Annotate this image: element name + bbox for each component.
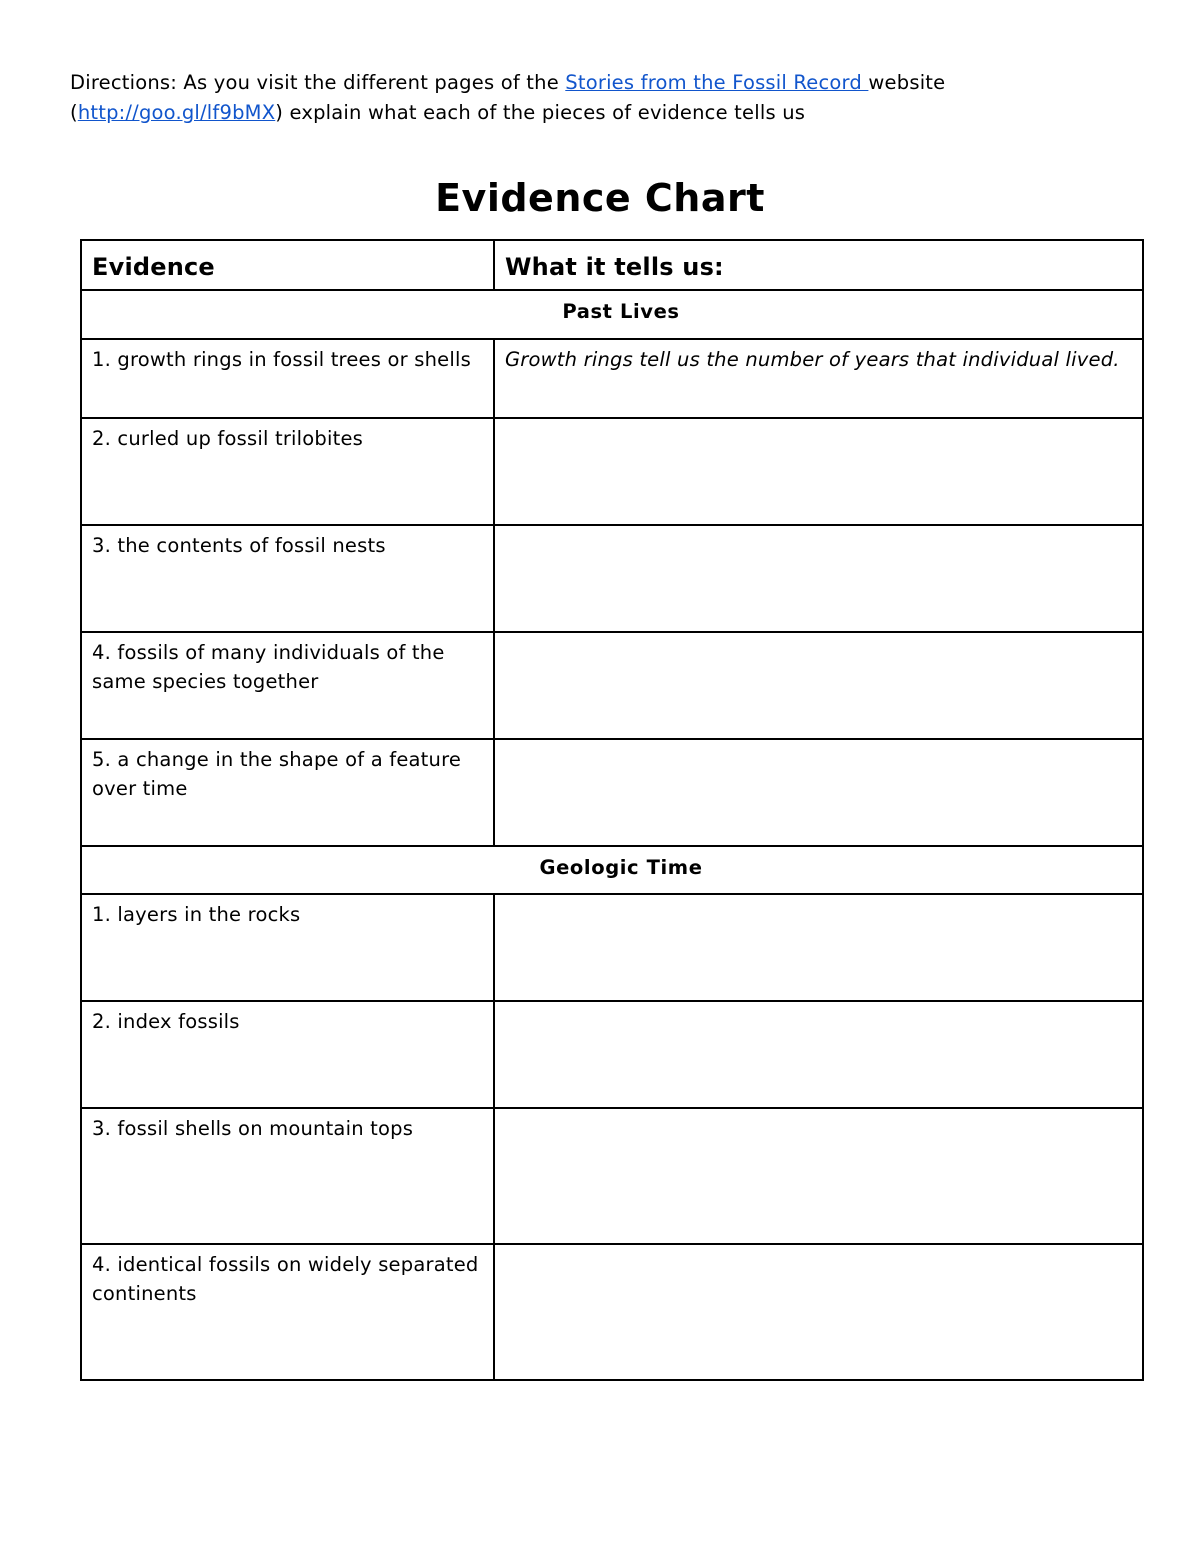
evidence-cell: 2. curled up fossil trilobites: [81, 418, 494, 525]
table-row: [81, 632, 1143, 739]
table-row: [81, 339, 1143, 418]
directions-middle: website (: [70, 71, 946, 124]
answer-cell[interactable]: [494, 1001, 1143, 1108]
fossil-record-link[interactable]: Stories from the Fossil Record: [565, 71, 869, 94]
table-row: [81, 1001, 1143, 1108]
evidence-cell: 4. fossils of many individuals of the same species together: [81, 632, 494, 739]
answer-cell[interactable]: [494, 1244, 1143, 1380]
table-row: [81, 1244, 1143, 1380]
evidence-cell: 5. a change in the shape of a feature over time: [81, 739, 494, 846]
answer-cell[interactable]: [494, 739, 1143, 846]
table-row: [81, 418, 1143, 525]
answer-cell[interactable]: [494, 894, 1143, 1001]
table-row: [81, 739, 1143, 846]
table-row: [81, 1108, 1143, 1244]
fossil-record-url-link[interactable]: http://goo.gl/lf9bMX: [77, 101, 276, 124]
evidence-cell: 3. fossil shells on mountain tops: [81, 1108, 494, 1244]
directions-suffix: ) explain what each of the pieces of evidence tells us: [275, 101, 806, 124]
section-row-geologic-time: [81, 846, 1143, 894]
answer-cell[interactable]: [494, 418, 1143, 525]
answer-cell[interactable]: [494, 525, 1143, 632]
evidence-cell: 2. index fossils: [81, 1001, 494, 1108]
directions-prefix: Directions: As you visit the different pages of the: [70, 71, 566, 94]
table-header-row: [81, 240, 1143, 290]
evidence-cell: 1. layers in the rocks: [81, 894, 494, 1001]
answer-cell[interactable]: [494, 632, 1143, 739]
table-row: [81, 525, 1143, 632]
table-row: [81, 894, 1143, 1001]
evidence-cell: 3. the contents of fossil nests: [81, 525, 494, 632]
section-label-past-lives: Past Lives: [562, 300, 680, 323]
page-title: Evidence Chart: [435, 176, 765, 220]
evidence-column-header: Evidence: [81, 240, 494, 290]
section-label-geologic-time: Geologic Time: [539, 856, 703, 879]
evidence-cell: 1. growth rings in fossil trees or shells: [81, 339, 494, 418]
meaning-column-header: What it tells us:: [494, 240, 1143, 290]
answer-cell[interactable]: Growth rings tell us the number of years that individual lived.: [494, 339, 1143, 418]
evidence-cell: 4. identical fossils on widely separated continents: [81, 1244, 494, 1380]
section-row-past-lives: [81, 290, 1143, 339]
answer-cell[interactable]: [494, 1108, 1143, 1244]
directions-text: [70, 68, 1150, 128]
evidence-chart-table: [80, 239, 1144, 1381]
